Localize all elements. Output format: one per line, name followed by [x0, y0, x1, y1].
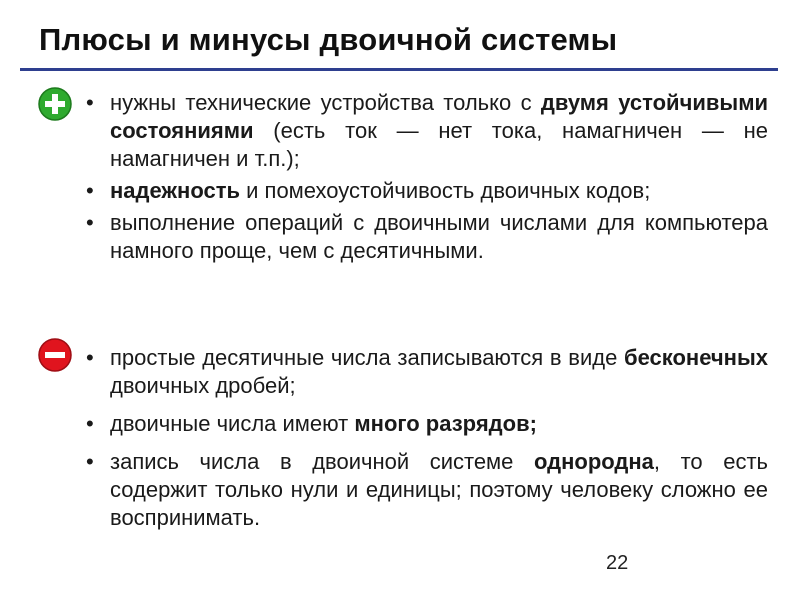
pros-list [82, 89, 768, 269]
plus-circle-icon [38, 87, 72, 121]
cons-list [82, 344, 768, 542]
title-divider [20, 68, 778, 71]
list-item: • простые десятичные числа записываются в виде бесконечных двоичных дробей; [82, 344, 768, 400]
minus-circle-icon [38, 338, 72, 372]
list-item: • надежность и помехоустойчивость двоичных кодов; [82, 177, 768, 205]
list-item: • запись числа в двоичной системе однородна, то есть содержит только нули и единицы; поэтому человеку сложно ее воспринимать. [82, 448, 768, 532]
list-item: • нужны технические устройства только с двумя устойчивыми состояниями (есть ток — нет тока, намагничен — не намагничен и т.п.); [82, 89, 768, 173]
list-item: • двоичные числа имеют много разрядов; [82, 410, 768, 438]
slide-title: Плюсы и минусы двоичной системы [39, 22, 618, 57]
page-number: 22 [606, 552, 629, 574]
list-item: • выполнение операций с двоичными числами для компьютера намного проще, чем с десятичными. [82, 209, 768, 265]
